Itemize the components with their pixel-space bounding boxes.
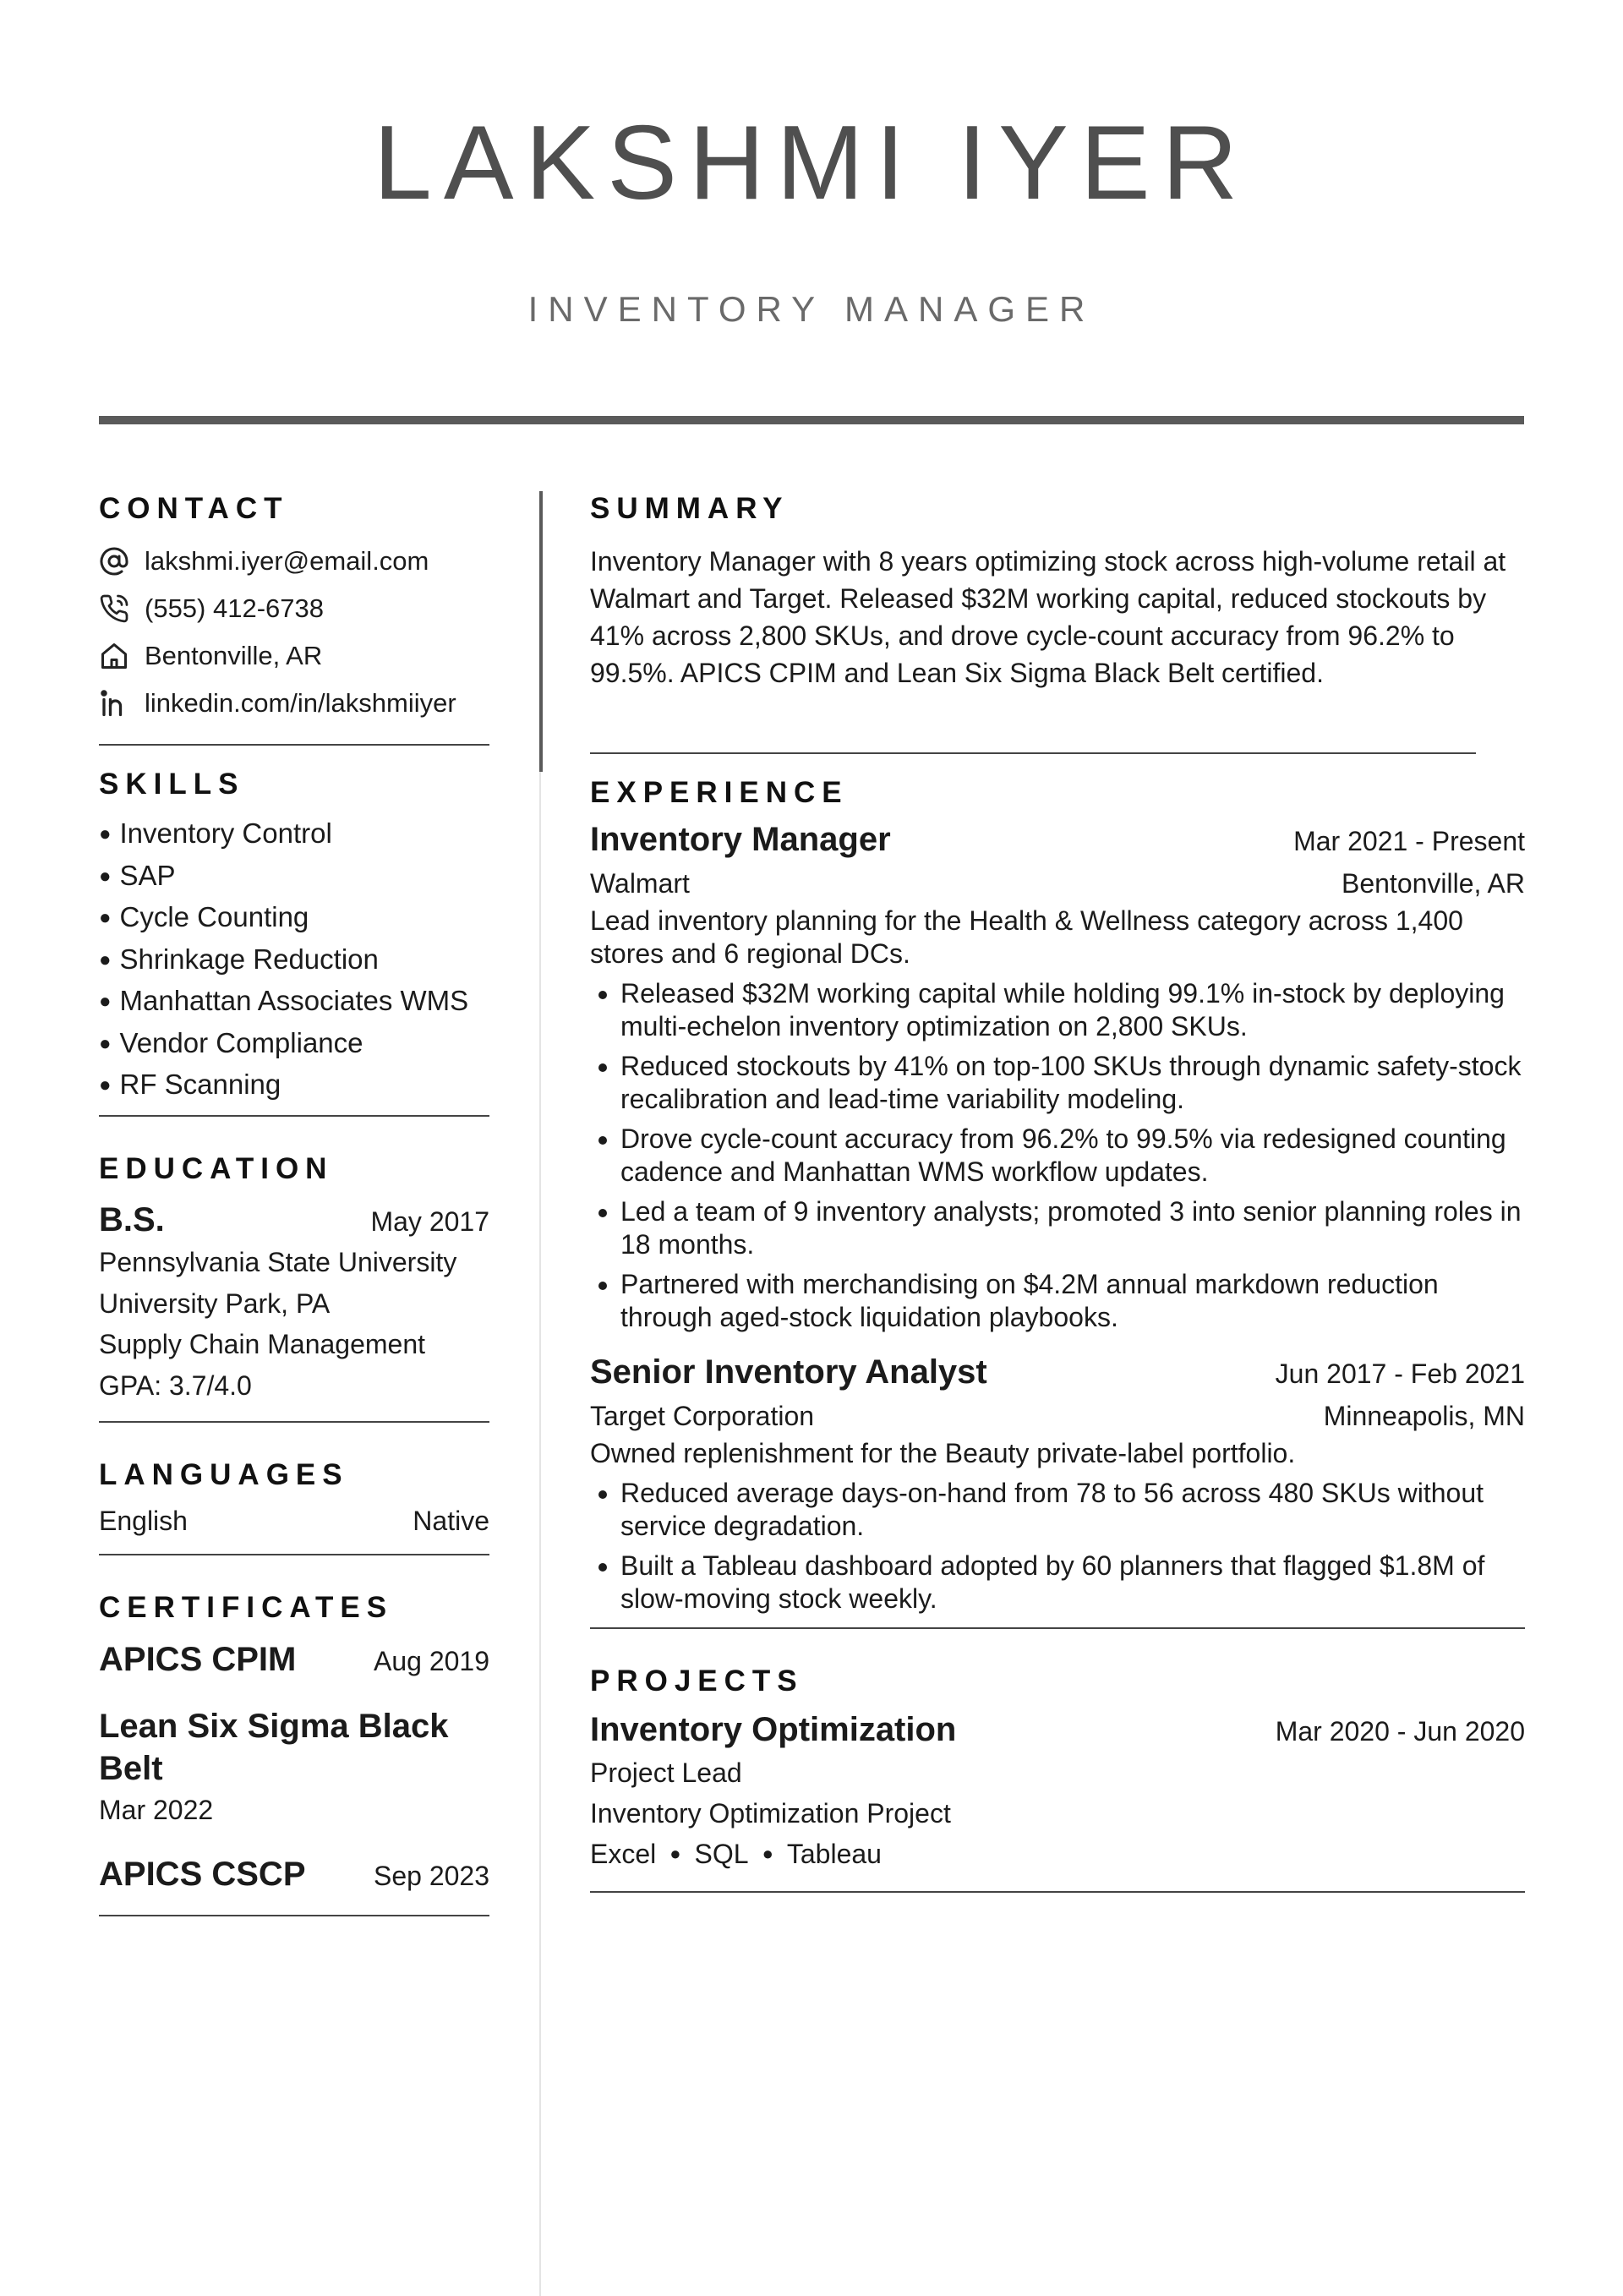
experience-heading: EXPERIENCE bbox=[590, 776, 849, 809]
job-company: Target Corporation bbox=[590, 1401, 815, 1431]
at-icon bbox=[99, 546, 129, 577]
contact-email[interactable] bbox=[99, 538, 489, 585]
experience-item bbox=[590, 818, 1525, 1334]
project-stack-item: Excel bbox=[590, 1839, 657, 1869]
candidate-name: LAKSHMI IYER bbox=[373, 105, 1250, 221]
contact-phone-text: (555) 412-6738 bbox=[145, 593, 324, 623]
project-stack-item: SQL bbox=[694, 1839, 749, 1869]
contact-phone[interactable] bbox=[99, 585, 489, 632]
right-column bbox=[590, 492, 1525, 1893]
column-divider bbox=[539, 772, 541, 2296]
skill-item: ● Manhattan Associates WMS bbox=[99, 985, 469, 1016]
skill-item: ● Inventory Control bbox=[99, 817, 332, 849]
education-date: May 2017 bbox=[370, 1205, 489, 1237]
job-location: Minneapolis, MN bbox=[1323, 1401, 1525, 1431]
job-company: Walmart bbox=[590, 868, 690, 899]
job-bullets bbox=[590, 977, 1525, 1334]
education-field: Supply Chain Management bbox=[99, 1329, 426, 1359]
languages-section bbox=[99, 1458, 489, 1555]
projects-divider bbox=[590, 1891, 1525, 1893]
language-item bbox=[99, 1501, 489, 1542]
summary-section bbox=[590, 492, 1525, 754]
job-bullet: • Reduced stockouts by 41% on top-100 SKUs through dynamic safety-stock recalibration and lead-time variability modeling. bbox=[620, 1050, 1525, 1116]
job-bullet: • Built a Tableau dashboard adopted by 60 planners that flagged $1.8M of slow-moving stock weekly. bbox=[620, 1550, 1525, 1615]
job-description: Lead inventory planning for the Health & Wellness category across 1,400 stores and 6 regional DCs. bbox=[590, 905, 1463, 969]
project-role: Project Lead bbox=[590, 1758, 742, 1788]
contact-heading: CONTACT bbox=[99, 492, 289, 525]
language-name: English bbox=[99, 1506, 188, 1536]
skill-item: ● Vendor Compliance bbox=[99, 1026, 363, 1058]
projects-section bbox=[590, 1665, 1525, 1893]
phone-icon bbox=[99, 593, 129, 624]
project-name: Inventory Optimization bbox=[590, 1711, 957, 1748]
experience-section bbox=[590, 776, 1525, 1629]
job-bullet: • Partnered with merchandising on $4.2M annual markdown reduction through aged-stock liquidation playbooks. bbox=[620, 1268, 1525, 1334]
education-gpa: GPA: 3.7/4.0 bbox=[99, 1369, 252, 1401]
separator-dot-icon: ● bbox=[762, 1843, 773, 1864]
certificate-date: Aug 2019 bbox=[373, 1645, 489, 1676]
column-divider-accent bbox=[539, 491, 543, 772]
certificate-name: APICS CSCP bbox=[99, 1855, 306, 1893]
contact-linkedin[interactable] bbox=[99, 680, 489, 727]
separator-dot-icon: ● bbox=[669, 1843, 681, 1864]
skills-heading: SKILLS bbox=[99, 768, 245, 801]
skills-section bbox=[99, 768, 489, 1117]
certificates-divider bbox=[99, 1915, 489, 1916]
certificates-section bbox=[99, 1591, 489, 1917]
education-section bbox=[99, 1152, 489, 1424]
contact-linkedin-text: linkedin.com/in/lakshmiiyer bbox=[145, 688, 456, 718]
languages-heading: LANGUAGES bbox=[99, 1458, 349, 1491]
certificate-name: Lean Six Sigma Black Belt bbox=[99, 1708, 449, 1787]
job-bullet: • Drove cycle-count accuracy from 96.2% to 99.5% via redesigned counting cadence and Manhattan WMS workflow updates. bbox=[620, 1123, 1525, 1189]
job-title: Senior Inventory Analyst bbox=[590, 1353, 987, 1391]
contact-section bbox=[99, 492, 489, 746]
education-degree: B.S. bbox=[99, 1200, 165, 1238]
project-dates: Mar 2020 - Jun 2020 bbox=[1275, 1716, 1525, 1747]
certificate-item bbox=[99, 1853, 489, 1897]
certificate-item bbox=[99, 1705, 489, 1831]
summary-text: Inventory Manager with 8 years optimizing stock across high-volume retail at Walmart and Target. Released $32M working capital, reduced stockouts by 41% across 2,800 SKUs, and drove cycle-count accuracy from 96.2% to 99.5%. APICS CPIM and Lean Six Sigma Black Belt certified. bbox=[590, 546, 1506, 688]
linkedin-icon bbox=[99, 688, 129, 719]
contact-email-text: lakshmi.iyer@email.com bbox=[145, 546, 429, 576]
contact-location bbox=[99, 632, 489, 680]
job-bullet: • Released $32M working capital while holding 99.1% in-stock by deploying multi-echelon inventory optimization on 2,800 SKUs. bbox=[620, 977, 1525, 1043]
skill-item: ● Shrinkage Reduction bbox=[99, 943, 379, 975]
job-description: Owned replenishment for the Beauty private-label portfolio. bbox=[590, 1438, 1296, 1468]
experience-item bbox=[590, 1351, 1525, 1615]
left-column bbox=[99, 492, 489, 1916]
home-icon bbox=[99, 641, 129, 671]
project-stack-item: Tableau bbox=[786, 1839, 882, 1869]
job-bullet: • Led a team of 9 inventory analysts; promoted 3 into senior planning roles in 18 months. bbox=[620, 1195, 1525, 1261]
summary-heading: SUMMARY bbox=[590, 492, 790, 525]
project-stack bbox=[590, 1834, 1525, 1874]
header-divider bbox=[99, 416, 1524, 424]
project-subtitle: Inventory Optimization Project bbox=[590, 1798, 951, 1829]
projects-heading: PROJECTS bbox=[590, 1665, 804, 1697]
contact-location-text: Bentonville, AR bbox=[145, 641, 323, 670]
job-bullets bbox=[590, 1477, 1525, 1615]
job-bullet: • Reduced average days-on-hand from 78 to 56 across 480 SKUs without service degradation. bbox=[620, 1477, 1525, 1543]
job-title: Inventory Manager bbox=[590, 821, 891, 858]
language-level: Native bbox=[413, 1506, 489, 1536]
education-school: Pennsylvania State University bbox=[99, 1247, 457, 1277]
job-dates: Jun 2017 - Feb 2021 bbox=[1275, 1358, 1525, 1389]
education-heading: EDUCATION bbox=[99, 1151, 334, 1185]
certificate-item bbox=[99, 1638, 489, 1682]
certificates-heading: CERTIFICATES bbox=[99, 1590, 394, 1624]
candidate-role: INVENTORY MANAGER bbox=[527, 289, 1096, 329]
project-item bbox=[590, 1708, 1525, 1874]
job-location: Bentonville, AR bbox=[1341, 868, 1525, 899]
certificate-date: Mar 2022 bbox=[99, 1795, 214, 1825]
certificate-date: Sep 2023 bbox=[373, 1860, 489, 1891]
skill-item: ● Cycle Counting bbox=[99, 901, 309, 932]
skill-item: ● RF Scanning bbox=[99, 1069, 281, 1100]
education-location: University Park, PA bbox=[99, 1287, 331, 1319]
job-dates: Mar 2021 - Present bbox=[1293, 826, 1525, 856]
skill-item: ● SAP bbox=[99, 859, 176, 891]
certificate-name: APICS CPIM bbox=[99, 1640, 297, 1678]
